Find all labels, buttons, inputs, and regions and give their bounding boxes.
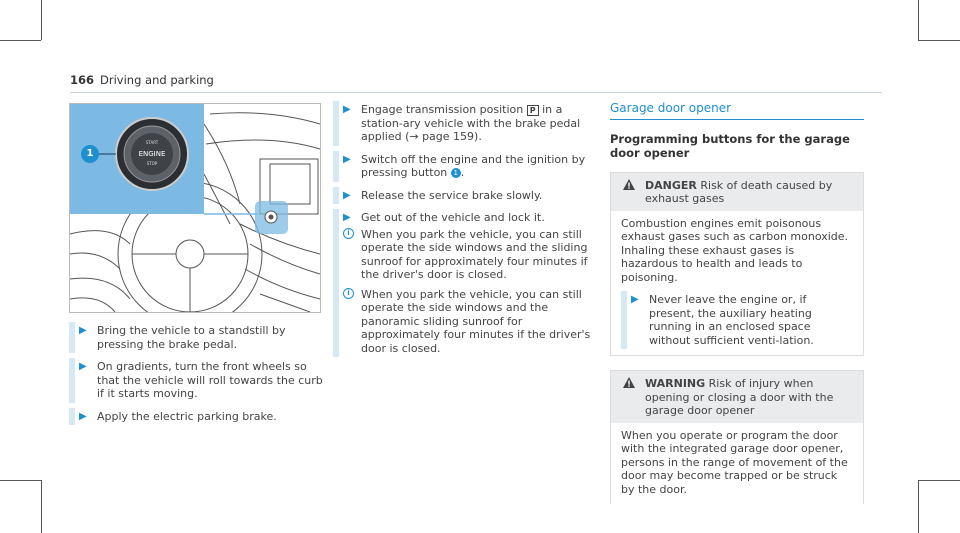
step-item: ▶ Switch off the engine and the ignition by pressing button 1 . [333,153,595,180]
dashboard-illustration [69,103,321,313]
danger-box [610,172,864,357]
arrow-icon: ▶ [343,104,351,115]
info-icon: i [343,288,354,299]
danger-heading: Risk of death caused by exhaust gases [645,178,833,205]
callout-badge: 1 [451,168,461,178]
svg-text:STOP: STOP [146,161,158,166]
step-item: ▶ Release the service brake slowly. [333,189,595,203]
step-item: ▶ Bring the vehicle to a standstill by pressing the brake pedal. [69,324,324,351]
page-header [70,73,214,87]
subsection-title: Programming buttons for the garage door opener [610,131,850,160]
step-item: ▶ Engage transmission position P in a station-ary vehicle with the brake pedal applied (→ page 159). [333,103,595,144]
arrow-icon: ▶ [343,153,351,165]
section-rule [610,119,864,120]
page-number: 166 [70,73,95,87]
danger-header [611,173,863,211]
warning-label: WARNING [645,377,706,390]
warning-heading: Risk of injury when opening or closing a door with the garage door opener [645,377,834,417]
danger-body: Combustion engines emit poisonous exhaust gases such as carbon monoxide. Inhaling these exhaust gases is hazardous to health and leads to poisoning. ▶ Never leave the engine or, if present, the auxiliary heating running in an enclosed space without sufficient venti-lation. [611,211,863,356]
warning-triangle-icon [623,377,635,388]
svg-text:START: START [145,140,159,145]
svg-text:ENGINE: ENGINE [138,150,166,158]
step-item: ▶ Never leave the engine or, if present, the auxiliary heating running in an enclosed space without sufficient venti-lation. [621,293,853,347]
right-column [610,102,864,504]
arrow-icon: ▶ [79,361,87,372]
arrow-icon: ▶ [79,410,87,422]
warning-triangle-icon [623,179,635,190]
step-item: ▶ Get out of the vehicle and lock it. i When you park the vehicle, you can still operate the side windows and the sliding sunroof for approximately four minutes if the driver's door is closed. i When you park the vehicle, you can still operate the side windows and the panoramic sliding sunroof for approximately four minutes if the driver's door is closed. [333,211,595,355]
left-column [69,324,324,432]
step-item: ▶ On gradients, turn the front wheels so that the vehicle will roll towards the curb if it starts moving. [69,360,324,401]
step-item: ▶ Apply the electric parking brake. [69,410,324,424]
warning-body: When you operate or program the door with the integrated garage door opener, persons in the range of movement of the door may become trapped or be struck by the door. [621,428,848,496]
info-note: i When you park the vehicle, you can still operate the side windows and the panoramic sliding sunroof for approximately four minutes if the driver's door is closed. [361,288,595,356]
info-icon: i [343,228,354,239]
warning-header [611,371,863,423]
arrow-icon: ▶ [631,294,639,305]
section-title: Garage door opener [610,101,732,115]
section-name: Driving and parking [100,73,214,87]
middle-column [333,103,595,358]
park-position-icon: P [527,105,539,116]
danger-label: DANGER [645,178,697,192]
header-rule [70,92,882,93]
callout-number: 1 [86,148,94,159]
arrow-icon: ▶ [343,212,351,223]
arrow-icon: ▶ [79,325,87,336]
warning-box [610,370,864,504]
info-note: i When you park the vehicle, you can still operate the side windows and the sliding sunroof for approximately four minutes if the driver's door is closed. [361,228,595,282]
arrow-icon: ▶ [343,189,351,201]
start-button-inset [70,104,204,214]
